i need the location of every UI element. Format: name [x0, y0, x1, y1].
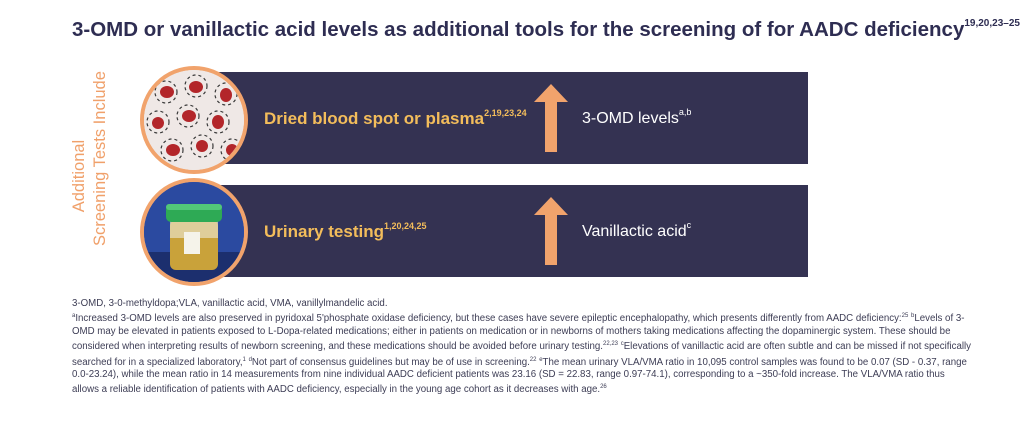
title-text: 3-OMD or vanillactic acid levels as additional tools for the screening of for AADC deficiency [72, 18, 965, 41]
footnote-ref: 1 [242, 356, 246, 363]
title-refs: 19,20,23–25 [964, 18, 1020, 29]
footnote-mark-e: e [539, 356, 543, 363]
row-result-sup: c [686, 220, 692, 230]
row-label-text: Dried blood spot or plasma [264, 109, 485, 128]
footnote-mark-d: d [248, 356, 252, 363]
footnote-d: Not part of consensus guidelines but may be of use in screening. [251, 356, 530, 368]
row-result [582, 107, 691, 128]
row-result [582, 220, 691, 241]
row-label-refs: 1,20,24,25 [383, 221, 427, 231]
row-label-refs: 2,19,23,24 [484, 108, 527, 118]
abbreviations: 3-OMD, 3-0-methyldopa;VLA, vanillactic acid, VMA, vanillylmandelic acid. [72, 298, 388, 309]
footnote-ref: 26 [600, 384, 607, 391]
footnote-ref: 25 [901, 313, 909, 320]
footnote-e: The mean urinary VLA/VMA ratio in 10,095 control samples was found to be 0.07 (SD - 0.37, range 0.0-23.24), while the mean ratio in 14 measurements from nine individual AADC deficient patients was 23.16 (SD = 22.83, range 0.97-74.1), corresponding to a ~350-fold increase. The VLA/VMA ratio thus allows a reliable identification of patients with AADC deficiency, especially in the young age cohort as it decreases with age. [72, 356, 967, 396]
urine-sample-cup-image [140, 178, 248, 286]
footnote-mark-c: c [620, 341, 624, 348]
footnote-mark-b: b [911, 313, 915, 320]
up-arrow-icon [534, 84, 568, 152]
footnote-c: Elevations of vanillactic acid are often subtle and can be missed if not specifically searched for in a specialized laboratory, [72, 341, 972, 368]
blood-spot-card-image [140, 66, 248, 174]
row-label [264, 221, 427, 242]
footnote-mark-a: a [72, 313, 76, 320]
row-label-text: Urinary testing [264, 222, 384, 241]
side-label [69, 71, 111, 246]
row-result-text: Vanillactic acid [582, 223, 687, 240]
footnote-ref: 22 [529, 356, 537, 363]
side-label-line1: Additional [70, 139, 88, 213]
footnote-a: Increased 3-OMD levels are also preserved in pyridoxal 5'phosphate oxidase deficiency, but these cases have severe epileptic encephalopathy, which presents differently from AADC deficiency: [75, 313, 902, 325]
footnote-text [72, 310, 972, 396]
up-arrow-icon [534, 197, 568, 265]
row-result-text: 3-OMD levels [582, 110, 679, 127]
test-row-blood [188, 72, 808, 164]
footnote-b: Levels of 3-OMD may be elevated in patients exposed to L-Dopa-related medications; either in patients on medication or in newborns of mothers taking medications affecting the dopaminergic system. These should be considered when interpreting results of newborn screening, and these medications should be avoided before urinary testing. [72, 313, 965, 353]
side-label-line2: Screening Tests Include [91, 71, 109, 246]
footnotes [72, 298, 972, 397]
page-title [72, 18, 1020, 42]
test-row-urine [188, 185, 808, 277]
row-label [264, 108, 527, 129]
footnote-ref: 22,23 [602, 341, 618, 348]
row-result-sup: a,b [678, 107, 692, 117]
